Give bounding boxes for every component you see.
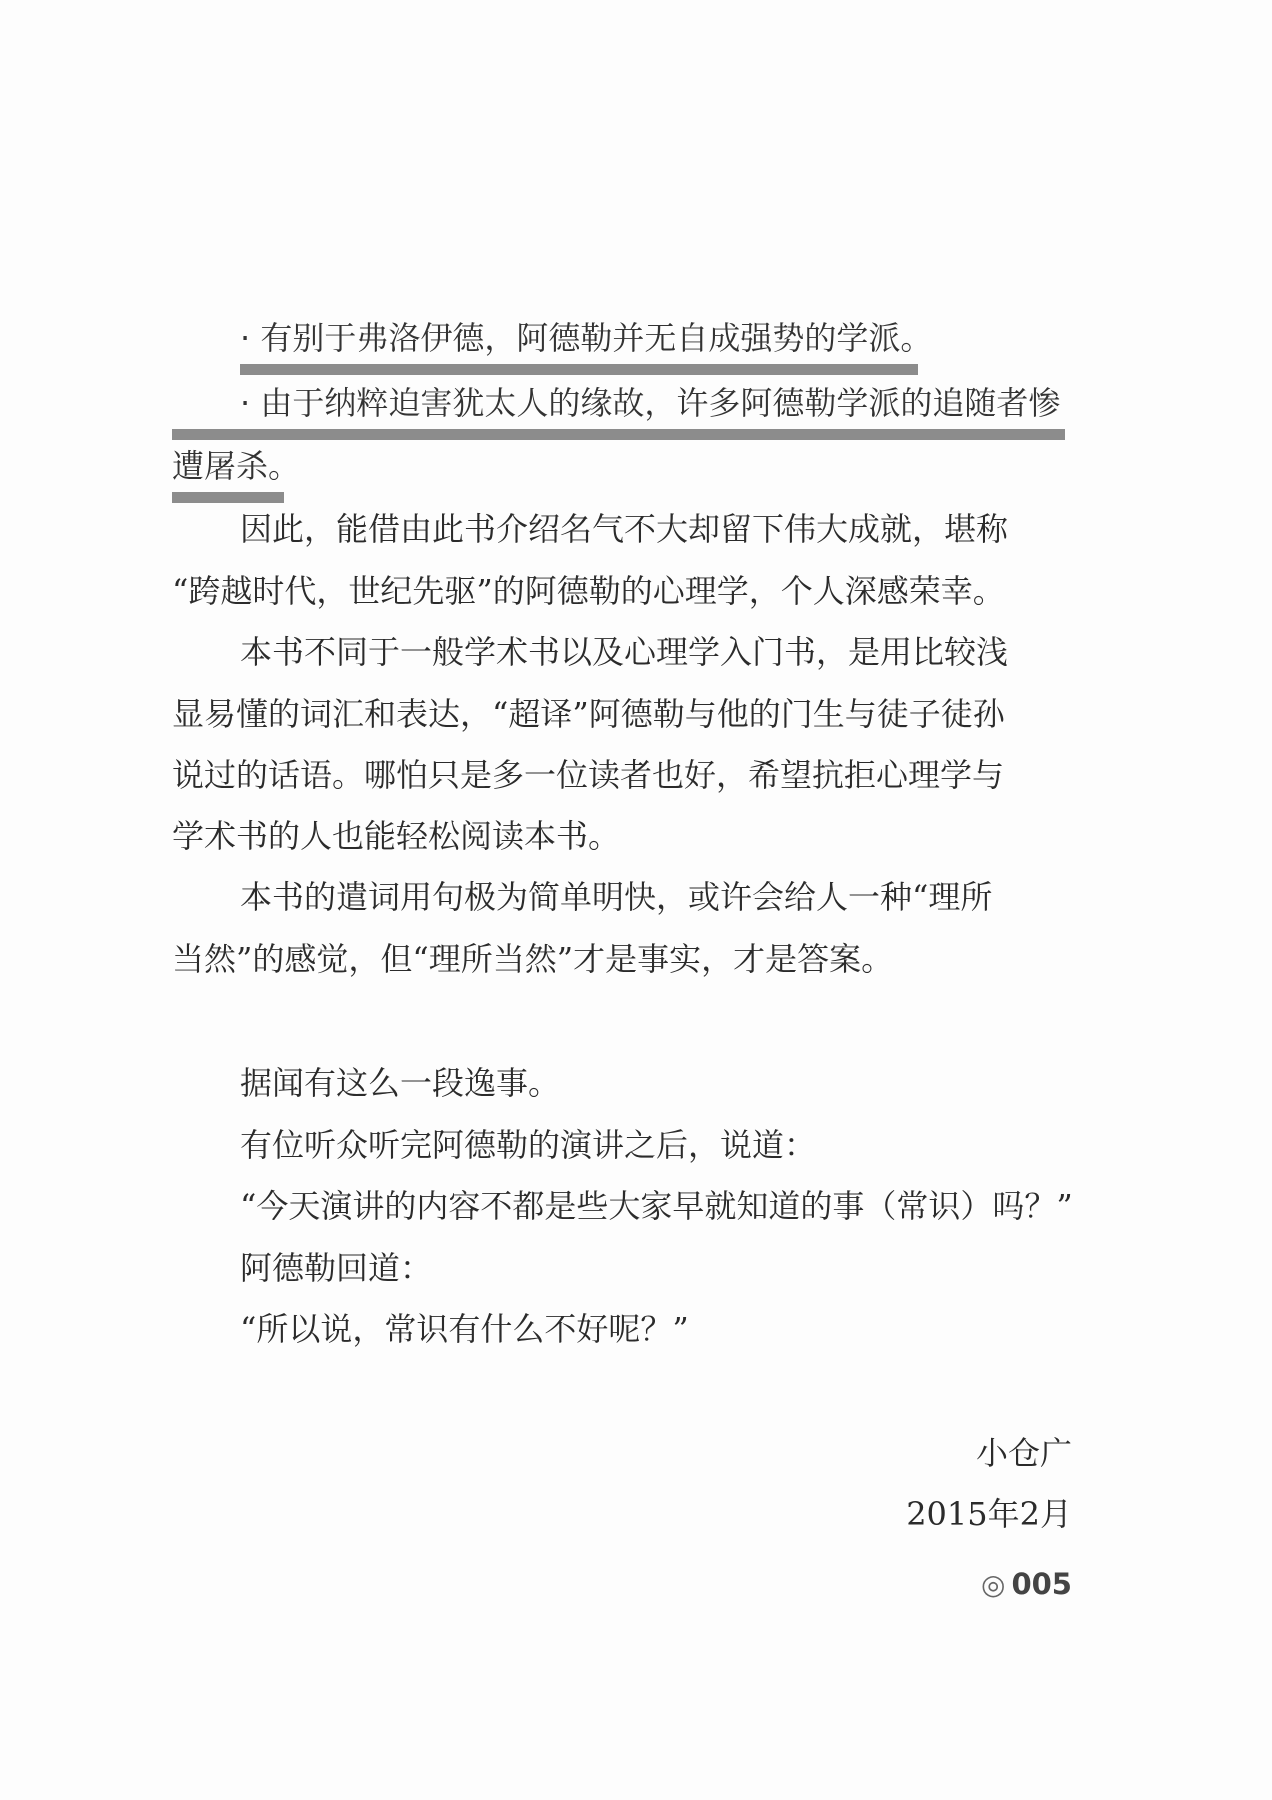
bullet-line: · 有别于弗洛伊德，阿德勒并无自成强势的学派。 (240, 319, 933, 357)
paragraph-line: 当然”的感觉，但“理所当然”才是事实，才是答案。 (172, 940, 894, 978)
anecdote-line: “所以说，常识有什么不好呢？” (240, 1310, 689, 1348)
page-number-value: 005 (1011, 1567, 1072, 1601)
page-mark-icon: ◎ (981, 1568, 1006, 1601)
anecdote-line: 有位听众听完阿德勒的演讲之后，说道： (240, 1126, 817, 1164)
page-number (981, 1564, 1072, 1605)
anecdote-line: 阿德勒回道： (240, 1249, 433, 1287)
highlight-bar (172, 429, 1065, 440)
paragraph-line: 显易懂的词汇和表达，“超译”阿德勒与他的门生与徒子徒孙 (172, 695, 1005, 733)
paragraph-line: 本书不同于一般学术书以及心理学入门书，是用比较浅 (240, 633, 1009, 671)
author-signature: 小仓广 (975, 1434, 1072, 1472)
signature-date: 2015年2月 (906, 1495, 1072, 1533)
paragraph-line: “跨越时代，世纪先驱”的阿德勒的心理学，个人深感荣幸。 (172, 572, 1005, 610)
highlight-bar (240, 364, 918, 375)
paragraph-line: 说过的话语。哪怕只是多一位读者也好，希望抗拒心理学与 (172, 756, 1005, 794)
bullet-line: 遭屠杀。 (172, 447, 301, 485)
highlight-bar (172, 492, 284, 503)
paragraph-line: 因此，能借由此书介绍名气不大却留下伟大成就，堪称 (240, 510, 1009, 548)
paragraph-line: 本书的遣词用句极为简单明快，或许会给人一种“理所 (240, 878, 993, 916)
anecdote-line: 据闻有这么一段逸事。 (240, 1064, 561, 1102)
paragraph-line: 学术书的人也能轻松阅读本书。 (172, 817, 621, 855)
anecdote-line: “今天演讲的内容不都是些大家早就知道的事（常识）吗？” (240, 1187, 1073, 1225)
bullet-line: · 由于纳粹迫害犹太人的缘故，许多阿德勒学派的追随者惨 (240, 384, 1061, 422)
